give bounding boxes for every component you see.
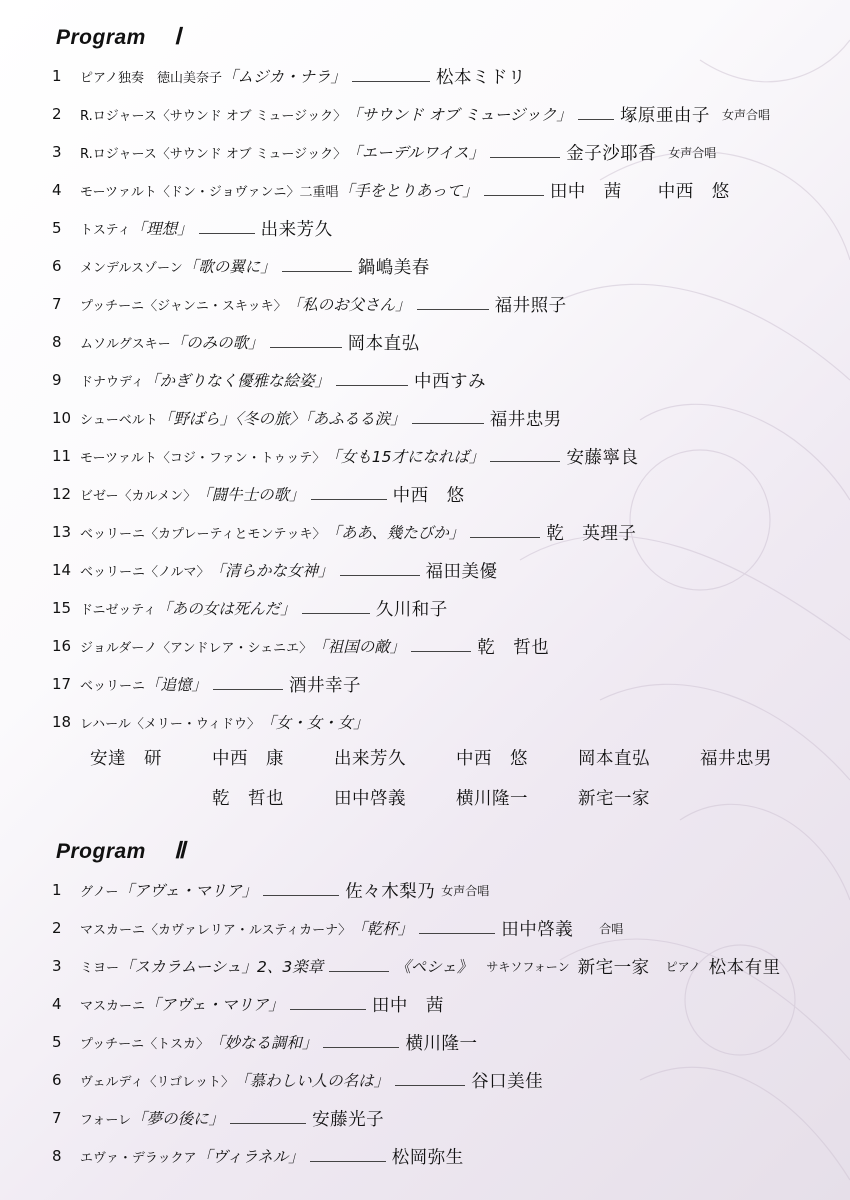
ensemble-performer: 福井忠男 xyxy=(700,749,772,769)
program-2-item xyxy=(52,951,781,981)
item-composer: メンデルスゾーン xyxy=(80,260,183,276)
item-number: 13 xyxy=(52,523,72,541)
item-performer: 松岡弥生 xyxy=(391,1147,464,1168)
leader-line xyxy=(270,346,342,348)
program-2-numeral: Ⅱ xyxy=(173,838,186,863)
program-1-item xyxy=(52,327,420,357)
item-performer: 横川隆一 xyxy=(405,1033,478,1054)
item-performer: 福井忠男 xyxy=(489,409,562,430)
item-note: 女声合唱 xyxy=(721,107,770,122)
program-2-item xyxy=(52,1027,477,1057)
item-number: 1 xyxy=(52,67,62,85)
item-work: 「あの女は死んだ」 xyxy=(156,600,296,618)
program-1-item xyxy=(52,365,486,395)
item-work: 「野ばら」〈冬の旅〉「あふるる涙」 xyxy=(157,410,406,428)
item-performer: 新宅一家 xyxy=(577,957,650,978)
program-2-heading xyxy=(56,838,186,864)
item-work: 「理想」 xyxy=(130,220,193,238)
leader-line xyxy=(311,498,387,500)
item-composer: エヴァ・デラックア xyxy=(80,1150,197,1166)
item-instrument: ピアノ xyxy=(665,959,701,974)
item-work: 「ああ、幾たびか」 xyxy=(325,524,465,542)
item-performer: 乾 英理子 xyxy=(546,523,637,544)
leader-line xyxy=(490,156,560,158)
leader-line xyxy=(419,932,495,934)
item-performer: 中西 悠 xyxy=(392,485,465,506)
item-composer: ヴェルディ〈リゴレット〉 xyxy=(80,1074,235,1090)
program-1-item xyxy=(52,631,549,661)
item-number: 8 xyxy=(52,333,62,351)
item-number: 9 xyxy=(52,371,62,389)
item-composer: プッチーニ〈ジャンニ・スキッキ〉 xyxy=(80,298,287,314)
leader-line xyxy=(578,118,614,120)
program-1-item xyxy=(52,137,716,167)
program-1-numeral: Ⅰ xyxy=(173,24,182,49)
leader-line xyxy=(417,308,489,310)
item-note: 女声合唱 xyxy=(441,883,490,898)
ensemble-performer: 安達 研 xyxy=(90,749,162,769)
program-2-item xyxy=(52,913,623,943)
item-number: 5 xyxy=(52,1033,62,1051)
item-performer: 松本ミドリ xyxy=(435,67,526,88)
item-work: 「アヴェ・マリア」 xyxy=(118,882,258,900)
item-performer: 田中 茜 xyxy=(371,995,444,1016)
ensemble-performer: 田中啓義 xyxy=(334,789,406,809)
item-composer: ミヨー xyxy=(80,960,120,976)
item-composer: プッチーニ〈トスカ〉 xyxy=(80,1036,209,1052)
leader-line xyxy=(340,574,420,576)
program-1-item xyxy=(52,99,770,129)
item-performer: 安藤光子 xyxy=(312,1109,385,1130)
program-1-item xyxy=(52,441,638,471)
item-composer: ベッリーニ xyxy=(80,678,146,694)
leader-line xyxy=(230,1122,306,1124)
item-composer: ビゼー〈カルメン〉 xyxy=(80,488,197,504)
item-composer: ベッリーニ〈ノルマ〉 xyxy=(80,564,210,580)
item-number: 3 xyxy=(52,143,62,161)
leader-line xyxy=(323,1046,399,1048)
ensemble-performer: 新宅一家 xyxy=(578,789,650,809)
program-2-item xyxy=(52,1103,384,1133)
item-composer: マスカーニ xyxy=(80,998,146,1014)
item-work: 「祖国の敵」 xyxy=(312,638,406,656)
item-number: 15 xyxy=(52,599,72,617)
program-2-item xyxy=(52,989,444,1019)
item-note: 女声合唱 xyxy=(668,145,717,160)
item-composer: グノー xyxy=(80,884,119,900)
item-work: 「かぎりなく優雅な絵姿」 xyxy=(143,372,330,390)
item-number: 7 xyxy=(52,1109,62,1127)
item-performer: 田中 茜 中西 悠 xyxy=(549,181,730,202)
item-work: 「清らかな女神」 xyxy=(209,562,334,580)
item-number: 4 xyxy=(52,995,62,1013)
item-work: 「私のお父さん」 xyxy=(286,296,411,314)
item-work: 「エーデルワイス」 xyxy=(346,144,485,162)
item-number: 17 xyxy=(52,675,72,693)
item-work-subtitle: 《ペシェ》 xyxy=(395,958,473,976)
item-work: 「夢の後に」 xyxy=(131,1110,225,1128)
item-instrument: サキソフォーン xyxy=(486,959,570,974)
leader-line xyxy=(395,1084,465,1086)
item-work: 「のみの歌」 xyxy=(170,334,264,352)
item-number: 3 xyxy=(52,957,62,975)
item-number: 7 xyxy=(52,295,62,313)
item-performer: 久川和子 xyxy=(375,599,448,620)
leader-line xyxy=(336,384,408,386)
item-number: 11 xyxy=(52,447,72,465)
leader-line xyxy=(484,194,544,196)
leader-line xyxy=(302,612,370,614)
leader-line xyxy=(470,536,540,538)
item-performer: 田中啓義 xyxy=(501,919,574,940)
item-composer: レハール〈メリー・ウィドウ〉 xyxy=(80,716,261,732)
leader-line xyxy=(199,232,255,234)
ensemble-performer: 中西 康 xyxy=(212,749,284,769)
item-composer: フォーレ xyxy=(80,1112,132,1128)
item-composer: マスカーニ〈カヴァレリア・ルスティカーナ〉 xyxy=(80,922,352,938)
program-2-title: Program xyxy=(56,840,146,863)
ensemble-performer: 出来芳久 xyxy=(334,749,406,769)
item-performer: 乾 哲也 xyxy=(477,637,550,658)
item-composer: モーツァルト〈コジ・ファン・トゥッテ〉 xyxy=(80,450,326,466)
item-composer: ジョルダーノ〈アンドレア・シェニエ〉 xyxy=(80,640,313,656)
program-1-item xyxy=(52,669,361,699)
item-work: 「手をとりあって」 xyxy=(338,182,478,200)
item-work: 「慕わしい人の名は」 xyxy=(234,1072,390,1090)
item-performer: 安藤寧良 xyxy=(566,447,639,468)
item-number: 14 xyxy=(52,561,72,579)
item-performer: 鍋嶋美春 xyxy=(357,257,430,278)
ensemble-performer: 岡本直弘 xyxy=(578,749,650,769)
program-1-heading xyxy=(56,24,181,50)
item-performer: 佐々木梨乃 xyxy=(345,881,436,902)
item-composer: ムソルグスキー xyxy=(80,336,171,352)
item-composer: シューベルト xyxy=(80,412,158,428)
item-number: 1 xyxy=(52,881,62,899)
ensemble-performer: 横川隆一 xyxy=(456,789,528,809)
program-1-item xyxy=(52,517,636,547)
item-performer: 金子沙耶香 xyxy=(566,143,657,164)
program-1-item xyxy=(52,213,333,243)
item-composer: ピアノ独奏 徳山美奈子 xyxy=(80,70,222,86)
item-number: 8 xyxy=(52,1147,62,1165)
item-work: 「女も15才になれば」 xyxy=(325,448,485,466)
item-performer: 松本有里 xyxy=(708,957,781,978)
item-performer: 塚原亜由子 xyxy=(619,105,710,126)
leader-line xyxy=(263,894,339,896)
program-1-item xyxy=(52,707,369,737)
item-performer: 酒井幸子 xyxy=(289,675,362,696)
item-composer: モーツァルト〈ドン・ジョヴァンニ〉二重唱 xyxy=(80,184,339,200)
item-number: 2 xyxy=(52,919,62,937)
item-work: 「女・女・女」 xyxy=(260,714,369,732)
item-work: 「ムジカ・ナラ」 xyxy=(221,68,346,86)
program-1-item xyxy=(52,593,448,623)
program-2-item xyxy=(52,1065,543,1095)
item-performer: 岡本直弘 xyxy=(347,333,420,354)
item-number: 18 xyxy=(52,713,72,731)
item-work: 「スカラムーシュ」2、3楽章 xyxy=(119,958,324,976)
program-1-item xyxy=(52,555,498,585)
item-composer: R.ロジャース〈サウンド オブ ミュージック〉 xyxy=(80,146,347,162)
item-composer: ドニゼッティ xyxy=(80,602,157,618)
item-number: 4 xyxy=(52,181,62,199)
item-note: 合唱 xyxy=(599,921,624,936)
item-composer: R.ロジャース〈サウンド オブ ミュージック〉 xyxy=(80,108,347,124)
item-number: 6 xyxy=(52,257,62,275)
program-1-item xyxy=(52,403,562,433)
leader-line xyxy=(310,1160,386,1162)
item-work: 「アヴェ・マリア」 xyxy=(145,996,284,1014)
item-performer: 福井照子 xyxy=(494,295,567,316)
program-1-item xyxy=(52,175,730,205)
leader-line xyxy=(282,270,352,272)
item-work: 「サウンド オブ ミュージック」 xyxy=(346,106,572,124)
leader-line xyxy=(412,422,484,424)
program-2-item xyxy=(52,875,489,905)
item-performer: 谷口美佳 xyxy=(471,1071,544,1092)
leader-line xyxy=(290,1008,366,1010)
item-performer: 出来芳久 xyxy=(260,219,333,240)
item-performer: 中西すみ xyxy=(413,371,486,392)
item-number: 10 xyxy=(52,409,72,427)
item-number: 16 xyxy=(52,637,72,655)
program-2-item xyxy=(52,1141,464,1171)
leader-line xyxy=(352,80,430,82)
ensemble-performer: 中西 悠 xyxy=(456,749,528,769)
leader-line xyxy=(411,650,471,652)
item-number: 6 xyxy=(52,1071,62,1089)
item-work: 「追憶」 xyxy=(145,676,208,694)
leader-line xyxy=(490,460,560,462)
ensemble-performer: 乾 哲也 xyxy=(212,789,284,809)
program-1-item xyxy=(52,251,430,281)
program-1-item xyxy=(52,289,567,319)
item-number: 5 xyxy=(52,219,62,237)
item-composer: ベッリーニ〈カプレーティとモンテッキ〉 xyxy=(80,526,326,542)
item-number: 2 xyxy=(52,105,62,123)
item-composer: ドナウディ xyxy=(80,374,144,390)
item-composer: トスティ xyxy=(80,222,131,238)
item-number: 12 xyxy=(52,485,72,503)
item-performer: 福田美優 xyxy=(425,561,498,582)
item-work: 「ヴィラネル」 xyxy=(196,1148,304,1166)
leader-line xyxy=(213,688,283,690)
leader-line xyxy=(329,970,389,972)
program-1-item xyxy=(52,479,465,509)
program-1-item xyxy=(52,61,526,91)
item-work: 「闘牛士の歌」 xyxy=(196,486,305,504)
item-work: 「乾杯」 xyxy=(351,920,414,938)
item-work: 「妙なる調和」 xyxy=(208,1034,318,1052)
program-1-title: Program xyxy=(56,26,146,49)
item-work: 「歌の翼に」 xyxy=(182,258,276,276)
